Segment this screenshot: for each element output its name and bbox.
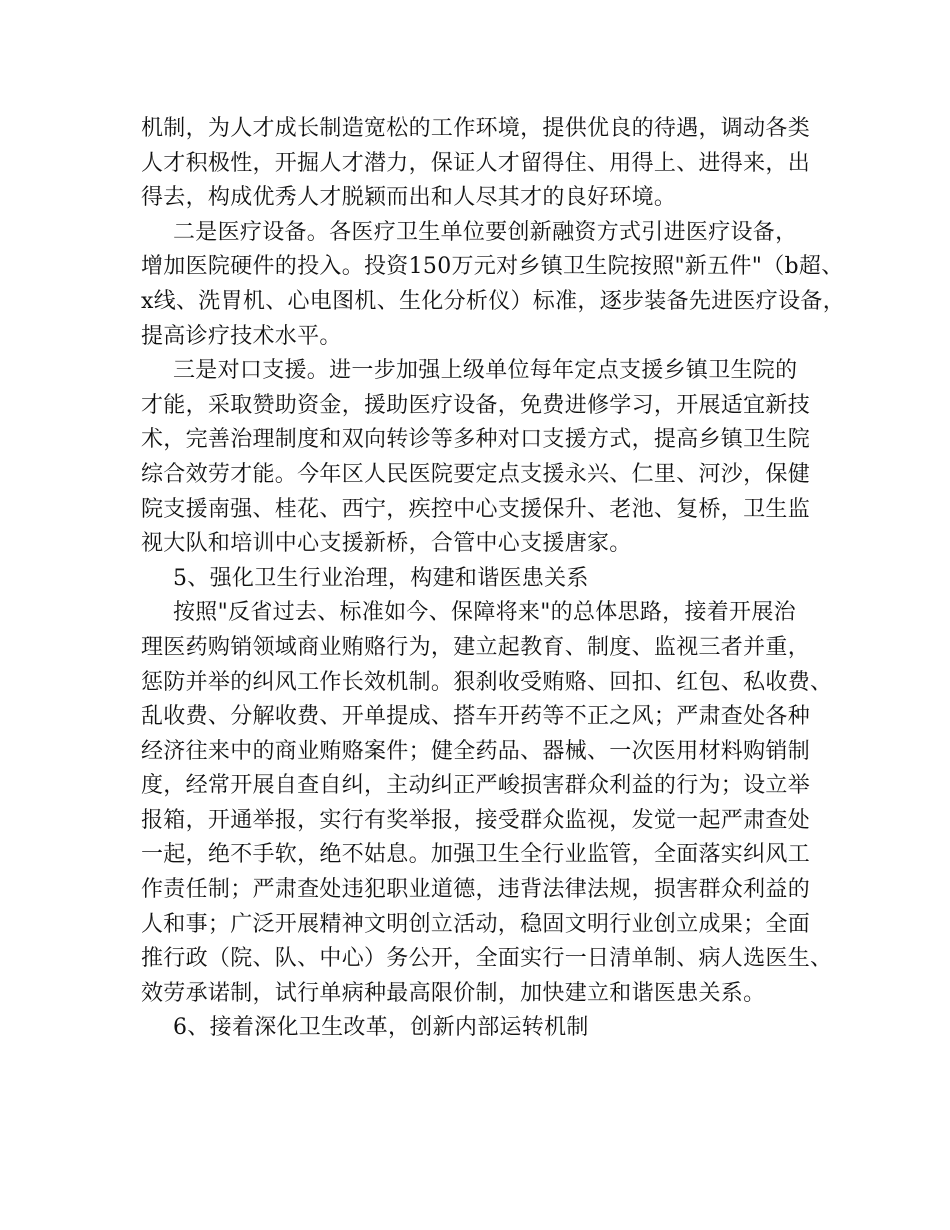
text-line: 理医药购销领域商业贿赂行为，建立起教育、制度、监视三者并重， [141, 634, 811, 660]
text-line: 人和事；广泛开展精神文明创立活动，稳固文明行业创立成果；全面 [141, 911, 811, 937]
text-line: 作责任制；严肃查处违犯职业道德，违背法律法规，损害群众利益的 [141, 877, 811, 903]
text-line: 才能，采取赞助资金，援助医疗设备，免费进修学习，开展适宜新技 [141, 392, 811, 418]
text-line: 报箱，开通举报，实行有奖举报，接受群众监视，发觉一起严肃查处 [141, 807, 811, 833]
section-heading: 5、强化卫生行业治理，构建和谐医患关系 [173, 565, 589, 591]
text-line: 提高诊疗技术水平。 [141, 323, 342, 349]
section-heading: 6、接着深化卫生改革，创新内部运转机制 [173, 1015, 589, 1041]
text-line: 惩防并举的纠风工作长效机制。狠刹收受贿赂、回扣、红包、私收费、 [141, 669, 833, 695]
text-line: 度，经常开展自查自纠，主动纠正严峻损害群众利益的行为；设立举 [141, 773, 811, 799]
document-body [141, 112, 846, 1046]
text-line: 综合效劳才能。今年区人民医院要定点支援永兴、仁里、河沙，保健 [141, 461, 811, 487]
text-line: 院支援南强、桂花、西宁，疾控中心支援保升、老池、复桥，卫生监 [141, 496, 811, 522]
text-line: 人才积极性，开掘人才潜力，保证人才留得住、用得上、进得来，出 [141, 150, 811, 176]
text-line: 机制，为人才成长制造宽松的工作环境，提供优良的待遇，调动各类 [141, 116, 811, 141]
text-line: 推行政（院、队、中心）务公开，全面实行一日清单制、病人选医生、 [141, 946, 833, 972]
paragraph-first-line: 三是对口支援。进一步加强上级单位每年定点支援乡镇卫生院的 [173, 358, 798, 384]
text-line: x线、洗胃机、心电图机、生化分析仪）标准，逐步装备先进医疗设备， [141, 288, 846, 314]
text-line: 一起，绝不手软，绝不姑息。加强卫生全行业监管，全面落实纠风工 [141, 842, 811, 868]
text-line: 增加医院硬件的投入。投资150万元对乡镇卫生院按照"新五件"（b超、 [141, 254, 844, 280]
text-line: 经济往来中的商业贿赂案件；健全药品、器械、一次医用材料购销制 [141, 738, 811, 764]
text-line: 视大队和培训中心支援新桥，合管中心支援唐家。 [141, 531, 632, 557]
text-line: 效劳承诺制，试行单病种最高限价制，加快建立和谐医患关系。 [141, 980, 766, 1006]
paragraph-first-line: 按照"反省过去、标准如今、保障将来"的总体思路，接着开展治 [173, 600, 796, 626]
paragraph-first-line: 二是医疗设备。各医疗卫生单位要创新融资方式引进医疗设备， [173, 219, 798, 245]
text-line: 乱收费、分解收费、开单提成、搭车开药等不正之风；严肃查处各种 [141, 704, 811, 730]
text-line: 术，完善治理制度和双向转诊等多种对口支援方式，提高乡镇卫生院 [141, 427, 811, 453]
text-line: 得去，构成优秀人才脱颖而出和人尽其才的良好环境。 [141, 185, 677, 211]
